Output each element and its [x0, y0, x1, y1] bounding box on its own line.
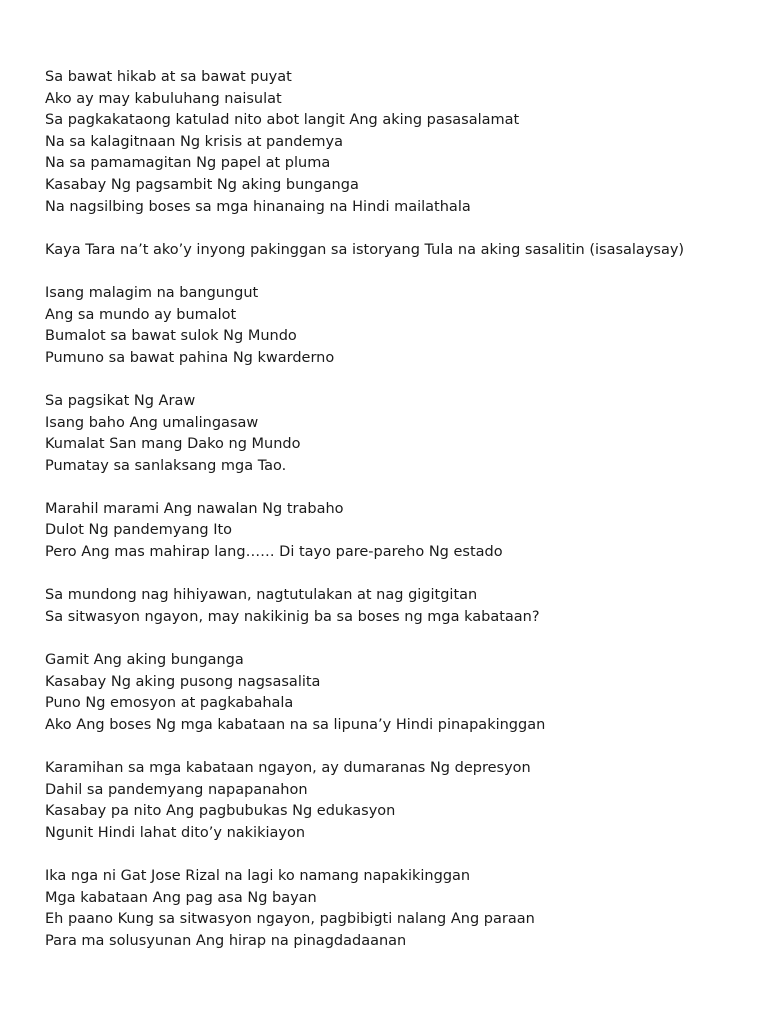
poem-line: Kasabay Ng aking pusong nagsasalita	[45, 673, 321, 690]
poem-line: Ngunit Hindi lahat dito’y nakikiayon	[45, 824, 306, 841]
poem-line: Para ma solusyunan Ang hirap na pinagdadaanan	[45, 932, 407, 949]
stanza-3	[45, 283, 745, 369]
stanza-2	[45, 240, 745, 262]
poem-line: Mga kabataan Ang pag asa Ng bayan	[45, 889, 317, 906]
poem-line: Dulot Ng pandemyang Ito	[45, 522, 233, 539]
poem-page	[45, 67, 745, 974]
stanza-9	[45, 866, 745, 952]
poem-line: Bumalot sa bawat sulok Ng Mundo	[45, 328, 297, 345]
stanza-5	[45, 499, 745, 564]
stanza-6	[45, 585, 745, 628]
poem-line: Na nagsilbing boses sa mga hinanaing na Hindi mailathala	[45, 198, 471, 215]
poem-line: Na sa kalagitnaan Ng krisis at pandemya	[45, 133, 343, 150]
poem-line: Sa pagkakataong katulad nito abot langit Ang aking pasasalamat	[45, 112, 520, 129]
poem-line: Ang sa mundo ay bumalot	[45, 306, 237, 323]
poem-line: Sa mundong nag hihiyawan, nagtutulakan at nag gigitgitan	[45, 587, 478, 604]
poem-line: Marahil marami Ang nawalan Ng trabaho	[45, 500, 344, 517]
poem-line: Kumalat San mang Dako ng Mundo	[45, 436, 301, 453]
poem-line: Pumuno sa bawat pahina Ng kwarderno	[45, 349, 335, 366]
poem-line: Kasabay pa nito Ang pagbubukas Ng edukasyon	[45, 803, 396, 820]
poem-line: Eh paano Kung sa sitwasyon ngayon, pagbibigti nalang Ang paraan	[45, 911, 535, 928]
poem-line: Isang baho Ang umalingasaw	[45, 414, 259, 431]
stanza-8	[45, 758, 745, 844]
stanza-7	[45, 650, 745, 736]
poem-line: Karamihan sa mga kabataan ngayon, ay dumaranas Ng depresyon	[45, 760, 531, 776]
stanza-4	[45, 391, 745, 477]
poem-line: Ako ay may kabuluhang naisulat	[45, 90, 282, 107]
poem-line: Puno Ng emosyon at pagkabahala	[45, 695, 294, 712]
poem-line: Kaya Tara na’t ako’y inyong pakinggan sa istoryang Tula na aking sasalitin (isasalaysay)	[45, 241, 685, 258]
poem-line: Na sa pamamagitan Ng papel at pluma	[45, 155, 331, 172]
poem-line: Sa bawat hikab at sa bawat puyat	[45, 69, 292, 85]
poem-line: Isang malagim na bangungut	[45, 284, 259, 301]
poem-line: Gamit Ang aking bunganga	[45, 652, 244, 669]
poem-line: Pero Ang mas mahirap lang…… Di tayo pare-pareho Ng estado	[45, 544, 503, 561]
poem-line: Dahil sa pandemyang napapanahon	[45, 781, 308, 798]
poem-line: Sa sitwasyon ngayon, may nakikinig ba sa boses ng mga kabataan?	[45, 608, 540, 625]
poem-line: Ika nga ni Gat Jose Rizal na lagi ko namang napakikinggan	[45, 867, 471, 884]
poem-line: Pumatay sa sanlaksang mga Tao.	[45, 457, 287, 474]
poem-line: Ako Ang boses Ng mga kabataan na sa lipuna’y Hindi pinapakinggan	[45, 716, 546, 733]
stanza-1	[45, 67, 745, 218]
poem-line: Sa pagsikat Ng Araw	[45, 392, 196, 409]
poem-line: Kasabay Ng pagsambit Ng aking bunganga	[45, 176, 359, 193]
